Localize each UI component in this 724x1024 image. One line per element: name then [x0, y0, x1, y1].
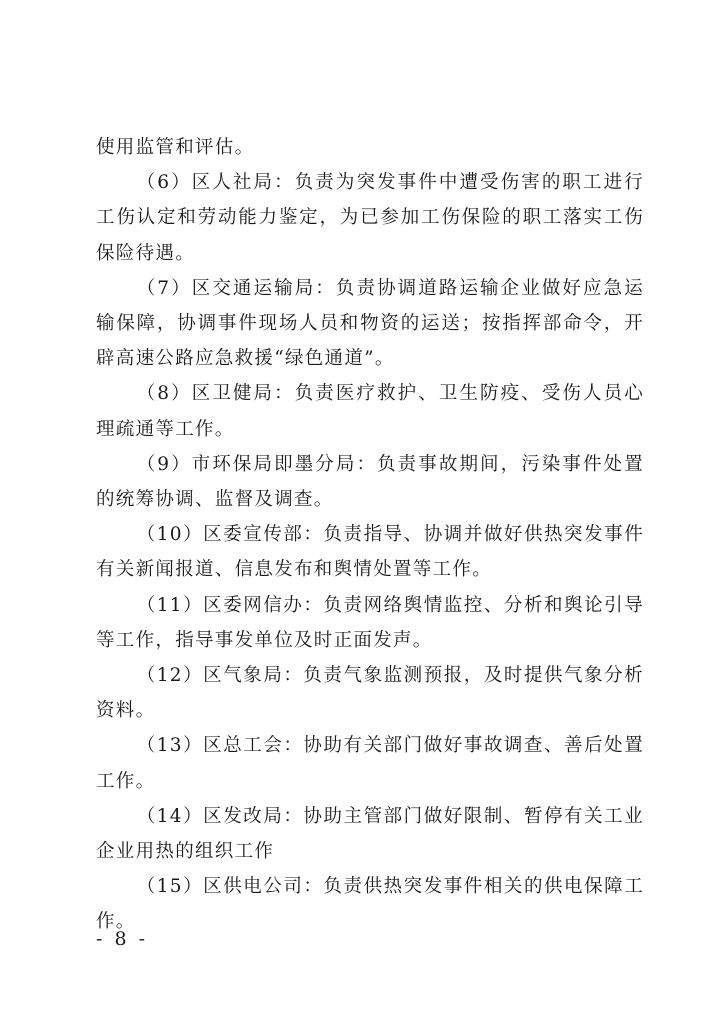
paragraph-continuation: 使用监管和评估。: [96, 137, 255, 158]
page-number: - 8 -: [96, 928, 149, 950]
paragraph-item-14: （14）区发改局：协助主管部门做好限制、暂停有关工业企业用热的组织工作: [96, 805, 644, 863]
paragraph-item-6: （6）区人社局：负责为突发事件中遭受伤害的职工进行工伤认定和劳动能力鉴定，为已参加工伤保险的职工落实工伤保险待遇。: [96, 172, 644, 264]
paragraph-item-12: （12）区气象局：负责气象监测预报，及时提供气象分析资料。: [96, 665, 644, 722]
paragraph-item-7: （7）区交通运输局：负责协调道路运输企业做好应急运输保障，协调事件现场人员和物资的运送；按指挥部命令，开辟高速公路应急救援“绿色通道”。: [96, 277, 644, 370]
paragraph-item-9: （9）市环保局即墨分局：负责事故期间，污染事件处置的统筹协调、监督及调查。: [96, 453, 644, 511]
body-text: [96, 130, 644, 940]
paragraph-item-10: （10）区委宣传部：负责指导、协调并做好供热突发事件有关新闻报道、信息发布和舆情处置等工作。: [96, 524, 644, 581]
paragraph-item-11: （11）区委网信办：负责网络舆情监控、分析和舆论引导等工作，指导事发单位及时正面发声。: [96, 594, 644, 651]
paragraph-item-8: （8）区卫健局：负责医疗救护、卫生防疫、受伤人员心理疏通等工作。: [96, 383, 644, 440]
paragraph-item-15: （15）区供电公司：负责供热突发事件相关的供电保障工作。: [96, 876, 644, 933]
paragraph-item-13: （13）区总工会：协助有关部门做好事故调查、善后处置工作。: [96, 735, 644, 792]
